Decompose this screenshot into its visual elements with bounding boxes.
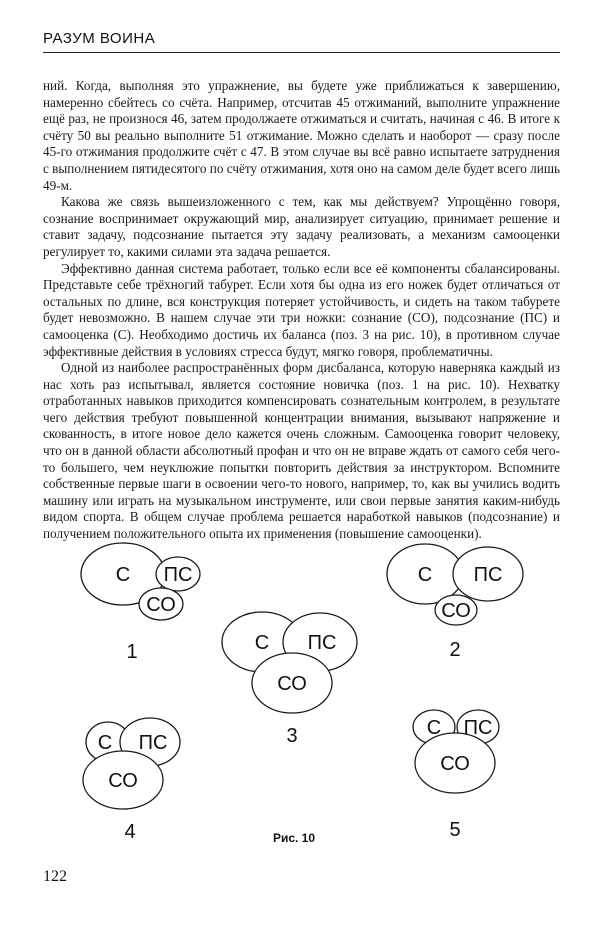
diagram-5 [413,710,499,841]
label-self-esteem: С [254,632,270,654]
label-subconscious: ПС [138,732,168,754]
figure-caption: Рис. 10 [272,831,316,845]
header-rule [43,52,560,53]
label-subconscious: ПС [163,564,193,586]
label-consciousness: СО [440,753,470,775]
paragraph: Эффективно данная система работает, только если все её компоненты сбалансированы. Представьте себе трёхногий табурет. Если хотя бы одна из его ножек будет отличаться от остальных по длине, вся конструкция потеряет устойчивость, и сидеть на таком табурете будет невозможно. В нашем случае эти три ножки: сознание (СО), подсознание (ПС) и самооценка (С). Необходимо достичь их баланса (поз. 3 на рис. 10), в противном случае эффективные действия в условиях стресса будут, мягко говоря, проблематичны. [43,260,560,359]
paragraph: ний. Когда, выполняя это упражнение, вы будете уже приближаться к завершению, намеренно сбейтесь со счёта. Например, отсчитав 45 отжиманий, выполните упражнение ещё раз, не произнося 46, затем продолжаете отжиматься и считать, начиная с 46. В итоге к счёту 50 вы реально выполните 51 отжимание. Можно сделать и наоборот — сразу после 45-го отжимания продолжите счёт с 47. В этом случае вы всё равно испытаете затруднения с выполнением пятидесятого по счёту отжимания, хотя оно на самом деле будет всего лишь 49-м. [43,78,560,193]
label-self-esteem: С [97,732,113,754]
figure-10 [0,540,600,870]
label-subconscious: ПС [463,717,493,739]
diagram-1 [81,543,200,663]
page-number: 122 [43,868,67,885]
diagram-number: 3 [286,725,298,747]
label-self-esteem: С [417,564,433,586]
diagram-number: 1 [126,641,138,663]
label-consciousness: СО [108,770,138,792]
label-self-esteem: С [115,564,131,586]
diagram-4 [83,718,180,843]
diagram-number: 4 [124,821,136,843]
label-consciousness: СО [146,594,176,616]
diagram-number: 2 [449,639,461,661]
paragraph: Одной из наиболее распространённых форм дисбаланса, которую наверняка каждый из нас хоть раз испытывал, является состояние новичка (поз. 1 на рис. 10). Нехватку отработанных навыков приходится компенсировать сознательным контролем, в результате чего действия требуют повышенной концентрации внимания, вызывают напряжение и скованность, в итоге новое дело кажется очень сложным. Самооценка говорит человеку, что он в данной области абсолютный профан и что он не вправе ждать от самого себя чего-то большего, чем неуклюжие попытки повторить действия за инструктором. Вспомните собственные первые шаги в освоении чего-то нового, например, то, как вы учились водить машину или играть на музыкальном инструменте, или свои первые занятия каким-нибудь видом спорта. В общем случае проблема решается наработкой навыков (подсознание) и получением положительного опыта их применения (повышение самооценки). [43,360,560,542]
paragraph: Какова же связь вышеизложенного с тем, как мы действуем? Упрощённо говоря, сознание воспринимает окружающий мир, анализирует ситуацию, принимает решение и ставит задачу, подсознание пытается эту задачу реализовать, а механизм самооценки регулирует то, какими силами эта задача решается. [43,194,560,259]
body-text [43,78,560,543]
label-self-esteem: С [426,717,442,739]
label-subconscious: ПС [473,564,503,586]
running-header: РАЗУМ ВОИНА [43,30,156,47]
diagram-number: 5 [449,819,461,841]
diagram-3 [222,612,357,747]
label-subconscious: ПС [307,632,337,654]
label-consciousness: СО [441,600,471,622]
label-consciousness: СО [277,673,307,695]
diagram-2 [387,544,523,661]
